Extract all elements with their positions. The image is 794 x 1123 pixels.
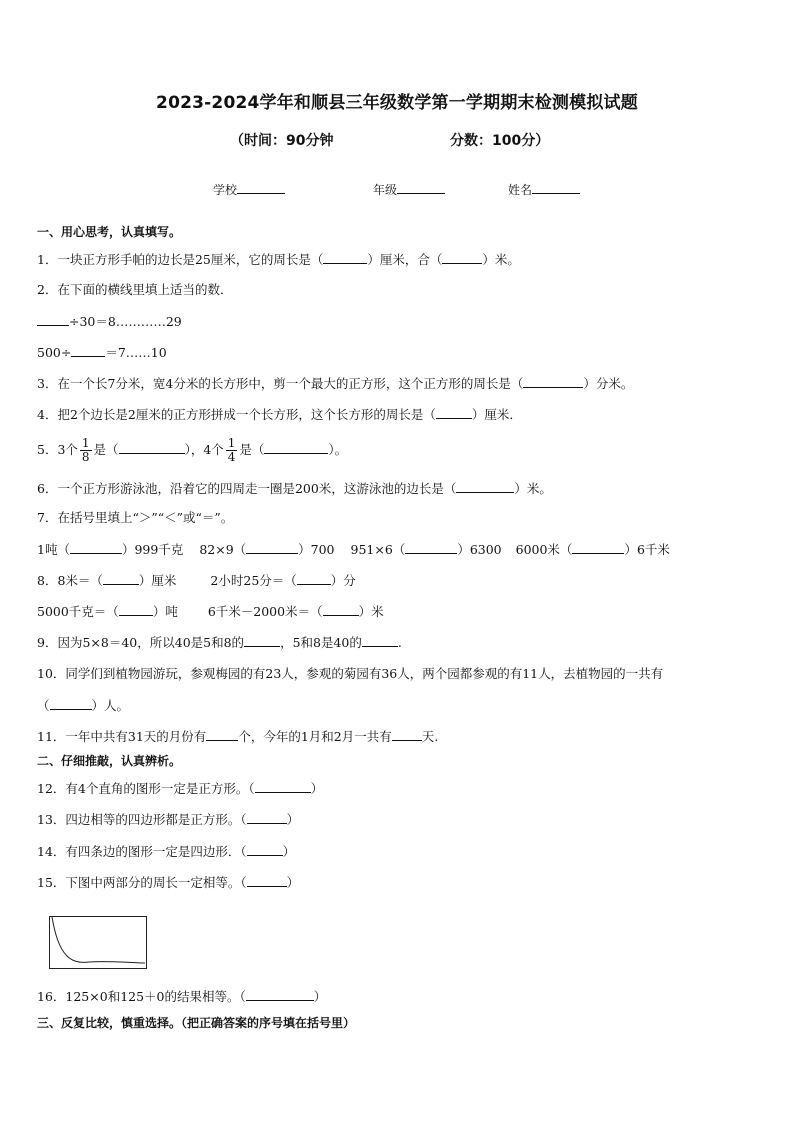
- grade-field[interactable]: [373, 181, 445, 198]
- compare-item: 951×6（: [350, 542, 406, 557]
- answer-blank[interactable]: [297, 572, 331, 585]
- question-text: 8．8米＝（: [37, 573, 103, 588]
- answer-blank[interactable]: [255, 780, 311, 793]
- question-text: ）分米。: [583, 376, 634, 391]
- section-3-heading: 三、反复比较，慎重选择。（把正确答案的序号填在括号里）: [37, 1016, 356, 1030]
- question-text: ）。: [328, 442, 348, 457]
- question-2b: [37, 344, 167, 361]
- question-text: 5000千克＝（: [37, 604, 119, 619]
- question-text: 500÷: [37, 345, 72, 360]
- answer-blank[interactable]: [523, 375, 583, 388]
- grade-blank[interactable]: [397, 181, 445, 194]
- answer-blank[interactable]: [392, 728, 422, 741]
- question-text: 16．125×0和125＋0的结果相等。（: [37, 989, 246, 1004]
- answer-blank[interactable]: [206, 728, 238, 741]
- answer-blank[interactable]: [119, 441, 185, 454]
- answer-blank[interactable]: [247, 874, 287, 887]
- question-text: ÷30＝8…………29: [69, 314, 182, 329]
- rectangle-outline: [50, 917, 147, 969]
- question-text: 6．一个正方形游泳池，沿着它的四周走一圈是200米，这游泳池的边长是（: [37, 481, 457, 496]
- school-label: 学校: [213, 183, 238, 197]
- question-text: 12．有4个直角的图形一定是正方形。（: [37, 781, 255, 796]
- question-text: ）厘米，合（: [367, 252, 443, 267]
- question-text: ）分: [330, 573, 356, 588]
- question-text: ＝7……10: [105, 345, 167, 360]
- question-text: 2小时25分＝（: [210, 573, 297, 588]
- name-field[interactable]: [508, 181, 580, 198]
- question-3: [37, 375, 633, 392]
- question-text: ）: [310, 781, 324, 796]
- question-text: ）: [286, 875, 300, 890]
- fraction-one-eighth: [80, 437, 92, 464]
- answer-blank[interactable]: [572, 541, 624, 554]
- answer-blank[interactable]: [264, 441, 328, 454]
- answer-blank[interactable]: [70, 541, 122, 554]
- name-blank[interactable]: [532, 181, 580, 194]
- question-text: ）吨: [152, 604, 178, 619]
- answer-blank[interactable]: [37, 313, 69, 326]
- question-text: 1．一块正方形手帕的边长是25厘米，它的周长是（: [37, 252, 324, 267]
- question-text: ）米: [358, 604, 384, 619]
- answer-blank[interactable]: [103, 572, 139, 585]
- fraction-numerator: 1: [227, 436, 236, 450]
- fraction-denominator: 4: [227, 450, 236, 464]
- fraction-one-quarter: [226, 437, 238, 464]
- answer-blank[interactable]: [71, 344, 105, 357]
- answer-blank[interactable]: [246, 988, 314, 1001]
- page-title: 2023-2024学年和顺县三年级数学第一学期期末检测模拟试题: [156, 93, 638, 113]
- question-11: [37, 728, 438, 745]
- question-text: 5．3个: [37, 442, 78, 457]
- question-text: ）米。: [482, 252, 520, 267]
- question-14: [37, 843, 295, 860]
- answer-blank[interactable]: [436, 406, 472, 419]
- name-label: 姓名: [508, 183, 533, 197]
- question-text: ）: [313, 989, 327, 1004]
- answer-blank[interactable]: [244, 634, 280, 647]
- question-text: 天.: [421, 729, 439, 744]
- question-text: 13．四边相等的四边形都是正方形。（: [37, 812, 247, 827]
- question-5: [37, 436, 347, 464]
- question-9: [37, 634, 402, 651]
- question-4: [37, 406, 522, 423]
- question-15: [37, 874, 299, 891]
- compare-item: 1吨（: [37, 542, 70, 557]
- question-text: ）米。: [514, 481, 552, 496]
- question-12: [37, 780, 323, 797]
- compare-item: ）700: [298, 542, 335, 557]
- answer-blank[interactable]: [456, 480, 514, 493]
- section-2-heading: 二、仔细推敲，认真辨析。: [37, 754, 182, 768]
- question-7: 7．在括号里填上“＞”“＜”或“＝”。: [37, 510, 234, 525]
- question-text: 是（: [93, 442, 119, 457]
- answer-blank[interactable]: [323, 603, 359, 616]
- school-blank[interactable]: [237, 181, 285, 194]
- question-text: ）人。: [91, 698, 130, 713]
- compare-item: ）6千米: [624, 542, 670, 557]
- question-text: .: [397, 635, 402, 650]
- answer-blank[interactable]: [246, 541, 298, 554]
- answer-blank[interactable]: [247, 811, 287, 824]
- section-1-heading: 一、用心思考，认真填写。: [37, 225, 182, 239]
- divided-rectangle-figure: [49, 916, 147, 969]
- question-10: 10．同学们到植物园游玩，参观梅园的有23人，参观的菊园有36人，两个园都参观的有11人，去植物园的一共有: [37, 666, 664, 681]
- question-10-answer: [37, 697, 129, 714]
- time-label: （时间：90分钟: [230, 133, 334, 149]
- dividing-curve: [52, 917, 145, 963]
- question-8a: [37, 572, 356, 589]
- question-1: [37, 251, 520, 268]
- compare-item: 6000米（: [515, 542, 573, 557]
- question-text: 15．下图中两部分的周长一定相等。（: [37, 875, 247, 890]
- answer-blank[interactable]: [50, 697, 92, 710]
- score-label: 分数：100分）: [450, 133, 550, 149]
- question-text: ）厘米: [138, 573, 177, 588]
- question-text: 14．有四条边的图形一定是四边形．（: [37, 844, 247, 859]
- question-8b: [37, 603, 384, 620]
- question-13: [37, 811, 299, 828]
- question-text: （: [37, 698, 50, 713]
- question-2: 2．在下面的横线里填上适当的数．: [37, 282, 233, 297]
- answer-blank[interactable]: [442, 251, 482, 264]
- question-text: 6千米－2000米＝（: [207, 604, 323, 619]
- answer-blank[interactable]: [247, 843, 283, 856]
- grade-label: 年级: [373, 183, 398, 197]
- fraction-denominator: 8: [81, 450, 90, 464]
- question-text: 4．把2个边长是2厘米的正方形拼成一个长方形，这个长方形的周长是（: [37, 407, 436, 422]
- question-2a: [37, 313, 182, 330]
- question-text: 3．在一个长7分米，宽4分米的长方形中，剪一个最大的正方形，这个正方形的周长是（: [37, 376, 524, 391]
- compare-item: ）999千克: [121, 542, 184, 557]
- question-text: ）: [286, 812, 300, 827]
- question-16: [37, 988, 326, 1005]
- question-text: 9．因为5×8＝40，所以40是5和8的: [37, 635, 245, 650]
- question-text: ）: [282, 844, 296, 859]
- question-6: [37, 480, 552, 497]
- question-text: ，5和8是40的: [280, 635, 362, 650]
- compare-item: ）6300: [457, 542, 502, 557]
- question-text: 11．一年中共有31天的月份有: [37, 729, 207, 744]
- question-text: ），4个: [184, 442, 224, 457]
- compare-item: 82×9（: [199, 542, 247, 557]
- question-text: ）厘米．: [471, 407, 522, 422]
- answer-blank[interactable]: [362, 634, 398, 647]
- fraction-numerator: 1: [81, 436, 90, 450]
- answer-blank[interactable]: [405, 541, 457, 554]
- question-7-items: [37, 541, 670, 558]
- question-text: 是（: [239, 442, 265, 457]
- answer-blank[interactable]: [323, 251, 367, 264]
- question-text: 个，今年的1月和2月一共有: [238, 729, 392, 744]
- school-field[interactable]: [213, 181, 285, 198]
- answer-blank[interactable]: [119, 603, 153, 616]
